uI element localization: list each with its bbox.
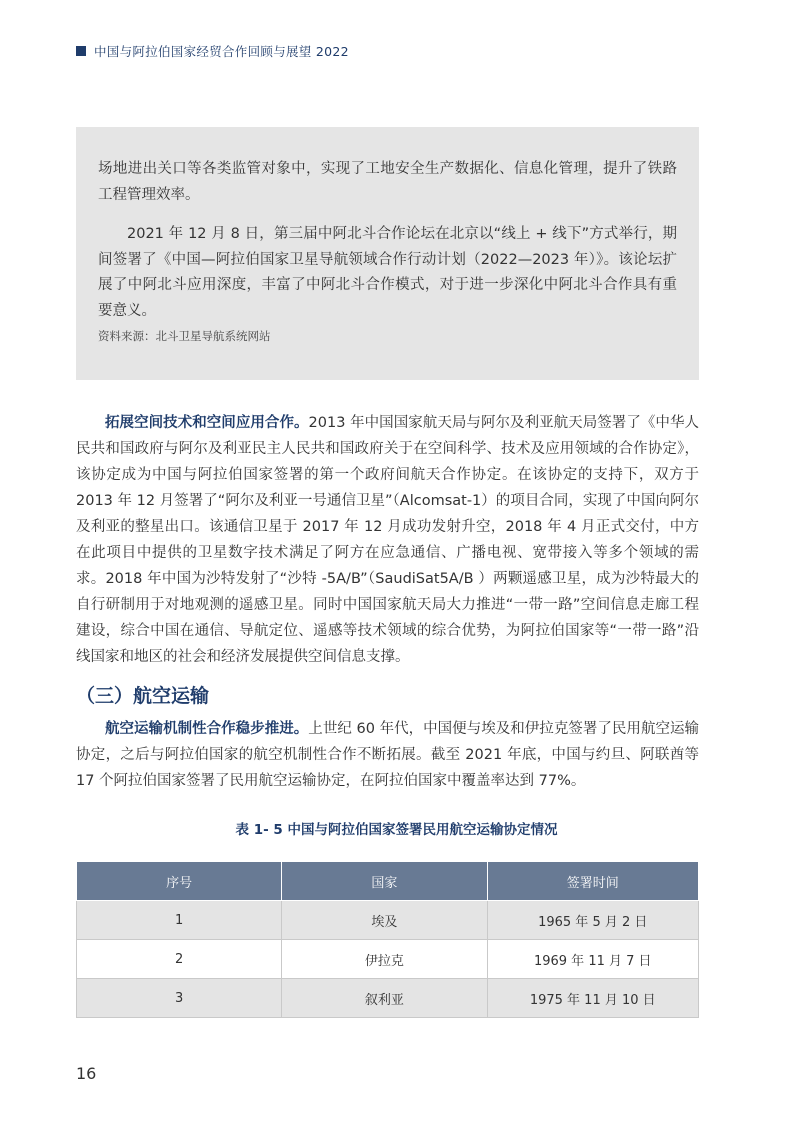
paragraph-lead: 拓展空间技术和空间应用合作。 <box>105 415 309 431</box>
column-header: 序号 <box>77 862 282 901</box>
table-cell: 埃及 <box>282 901 487 940</box>
table-cell: 1969 年 11 月 7 日 <box>487 940 699 979</box>
running-header <box>76 40 349 62</box>
page-number: 16 <box>76 1064 97 1083</box>
table-cell: 叙利亚 <box>282 979 487 1018</box>
table-row <box>77 979 699 1018</box>
table-row <box>77 901 699 940</box>
table-cell: 1 <box>77 901 282 940</box>
table-cell: 2 <box>77 940 282 979</box>
table-cell: 伊拉克 <box>282 940 487 979</box>
paragraph-aviation <box>76 716 699 794</box>
paragraph-text: 2013 年中国国家航天局与阿尔及利亚航天局签署了《中华人民共和国政府与阿尔及利亚民主人民共和国政府关于在空间科学、技术及应用领域的合作协定》，该协定成为中国与阿拉伯国家签署的第一个政府间航天合作协定。在该协定的支持下，双方于 2013 年 12 月签署了“阿尔及利亚一号通信卫星”（Alcomsat-1）的项目合同，实现了中国向阿尔及利亚的整星出口。该通信卫星于 2017 年 12 月成功发射升空，2018 年 4 月正式交付，中方在此项目中提供的卫星数字技术满足了阿方在应急通信、广播电视、宽带接入等多个领域的需求。2018 年中国为沙特发射了“沙特 -5A/B”（SaudiSat5A/B ）两颗遥感卫星，成为沙特最大的自行研制用于对地观测的遥感卫星。同时中国国家航天局大力推进“一带一路”空间信息走廊工程建设，综合中国在通信、导航定位、遥感等技术领域的综合优势，为阿拉伯国家等“一带一路”沿线国家和地区的社会和经济发展提供空间信息支撑。 <box>76 415 699 665</box>
header-square-icon <box>76 46 86 56</box>
table-header-row <box>77 862 699 901</box>
table-caption: 表 1- 5 中国与阿拉伯国家签署民用航空运输协定情况 <box>235 822 558 838</box>
paragraph-lead: 航空运输机制性合作稳步推进。 <box>105 721 309 737</box>
table-cell: 3 <box>77 979 282 1018</box>
agreements-table <box>76 861 699 1018</box>
table-cell: 1965 年 5 月 2 日 <box>487 901 699 940</box>
section-heading: （三）航空运输 <box>76 685 210 707</box>
paragraph-space-cooperation <box>76 410 699 670</box>
table-row <box>77 940 699 979</box>
box-source: 资料来源：北斗卫星导航系统网站 <box>98 329 271 343</box>
box-paragraph-2: 2021 年 12 月 8 日，第三届中阿北斗合作论坛在北京以“线上 + 线下”方式举行，期间签署了《中国—阿拉伯国家卫星导航领域合作行动计划（2022—2023 年）》。该论坛扩展了中阿北斗应用深度，丰富了中阿北斗合作模式，对于进一步深化中阿北斗合作具有重要意义。 <box>98 226 677 319</box>
table-cell: 1975 年 11 月 10 日 <box>487 979 699 1018</box>
paragraph-text: 上世纪 60 年代，中国便与埃及和伊拉克签署了民用航空运输协定，之后与阿拉伯国家的航空机制性合作不断拓展。截至 2021 年底，中国与约旦、阿联酋等 17 个阿拉伯国家签署了民用航空运输协定，在阿拉伯国家中覆盖率达到 77%。 <box>76 721 700 789</box>
header-title: 中国与阿拉伯国家经贸合作回顾与展望 2022 <box>94 44 349 59</box>
column-header: 签署时间 <box>487 862 699 901</box>
box-paragraph-1: 场地进出关口等各类监管对象中，实现了工地安全生产数据化、信息化管理，提升了铁路工程管理效率。 <box>98 161 677 203</box>
column-header: 国家 <box>282 862 487 901</box>
case-box <box>76 127 699 380</box>
